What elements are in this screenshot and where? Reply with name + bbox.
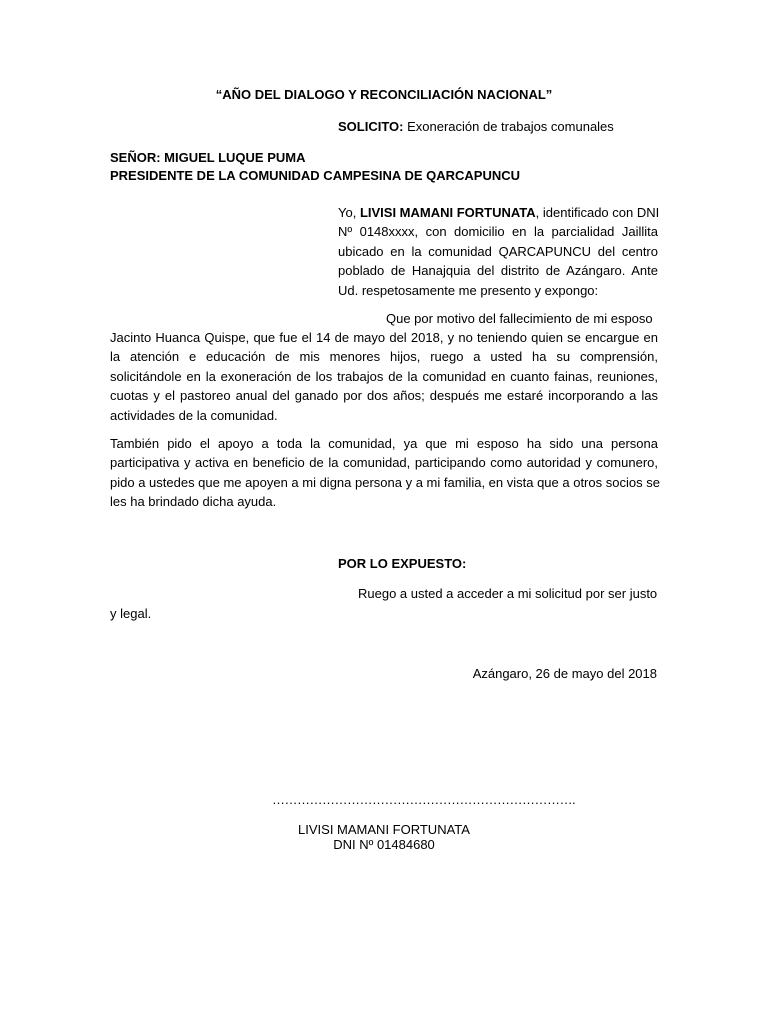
paragraph1-line-6: actividades de la comunidad. (110, 407, 278, 423)
paragraph1-line-3: la atención e educación de mis menores hijos, ruego a usted ha su comprensión, (110, 349, 658, 365)
solicito-label: SOLICITO: (338, 119, 404, 134)
signature-dni: DNI Nº 01484680 (333, 837, 435, 852)
paragraph1-line-5: cuotas y el pastoreo anual del ganado por dos años; después me estaré incorporando a las (110, 388, 658, 404)
place-date: Azángaro, 26 de mayo del 2018 (472, 666, 657, 681)
closing-line-1: Ruego a usted a acceder a mi solicitud por ser justo (358, 586, 658, 601)
intro-paragraph (338, 203, 658, 300)
addressee-title: PRESIDENTE DE LA COMUNIDAD CAMPESINA DE QARCAPUNCU (110, 168, 521, 183)
paragraph2-line-1: También pido el apoyo a toda la comunidad, ya que mi esposo ha sido una persona (110, 436, 658, 451)
paragraph2 (110, 434, 658, 512)
year-motto: “AÑO DEL DIALOGO Y RECONCILIACIÓN NACIONAL” (215, 87, 553, 102)
intro-line-5: Ud. respetosamente me presento y expongo: (338, 282, 599, 298)
paragraph2-line-2: participativa y activa en beneficio de la comunidad, participando como autoridad y comunero, (110, 455, 658, 471)
signature-line: ………………………………………………………………. (272, 792, 576, 807)
paragraph2-line-3: pido a ustedes que me apoyen a mi digna persona y a mi familia, en vista que a otros socios se (110, 474, 660, 490)
paragraph2-line-4: les ha brindado dicha ayuda. (110, 494, 277, 510)
intro-line-2: Nº 0148xxxx, con domicilio en la parcialidad Jaillita (338, 224, 658, 240)
paragraph1-line-2: Jacinto Huanca Quispe, que fue el 14 de mayo del 2018, y no teniendo quien se encargue en (110, 330, 658, 345)
intro-line-1: Yo, LIVISI MAMANI FORTUNATA, identificado con DNI (338, 205, 660, 220)
intro-line-3: ubicado en la comunidad QARCAPUNCU del centro (338, 243, 658, 259)
intro-line-4: poblado de Hanajquia del distrito de Azángaro. Ante (338, 263, 658, 279)
solicito-text: Exoneración de trabajos comunales (407, 119, 614, 134)
paragraph1-line-1: Que por motivo del fallecimiento de mi esposo (386, 311, 653, 326)
closing-line-2: y legal. (110, 606, 152, 621)
addressee-name: SEÑOR: MIGUEL LUQUE PUMA (110, 150, 306, 165)
paragraph1 (110, 328, 658, 425)
paragraph1-line-4: solicitándole en la exoneración de los trabajos de la comunidad en cuanto fainas, reuniones, (110, 368, 658, 384)
applicant-name: LIVISI MAMANI FORTUNATA (359, 205, 536, 220)
signature-name: LIVISI MAMANI FORTUNATA (298, 822, 470, 837)
closing-heading: POR LO EXPUESTO: (338, 556, 467, 571)
solicito-line (338, 117, 614, 136)
